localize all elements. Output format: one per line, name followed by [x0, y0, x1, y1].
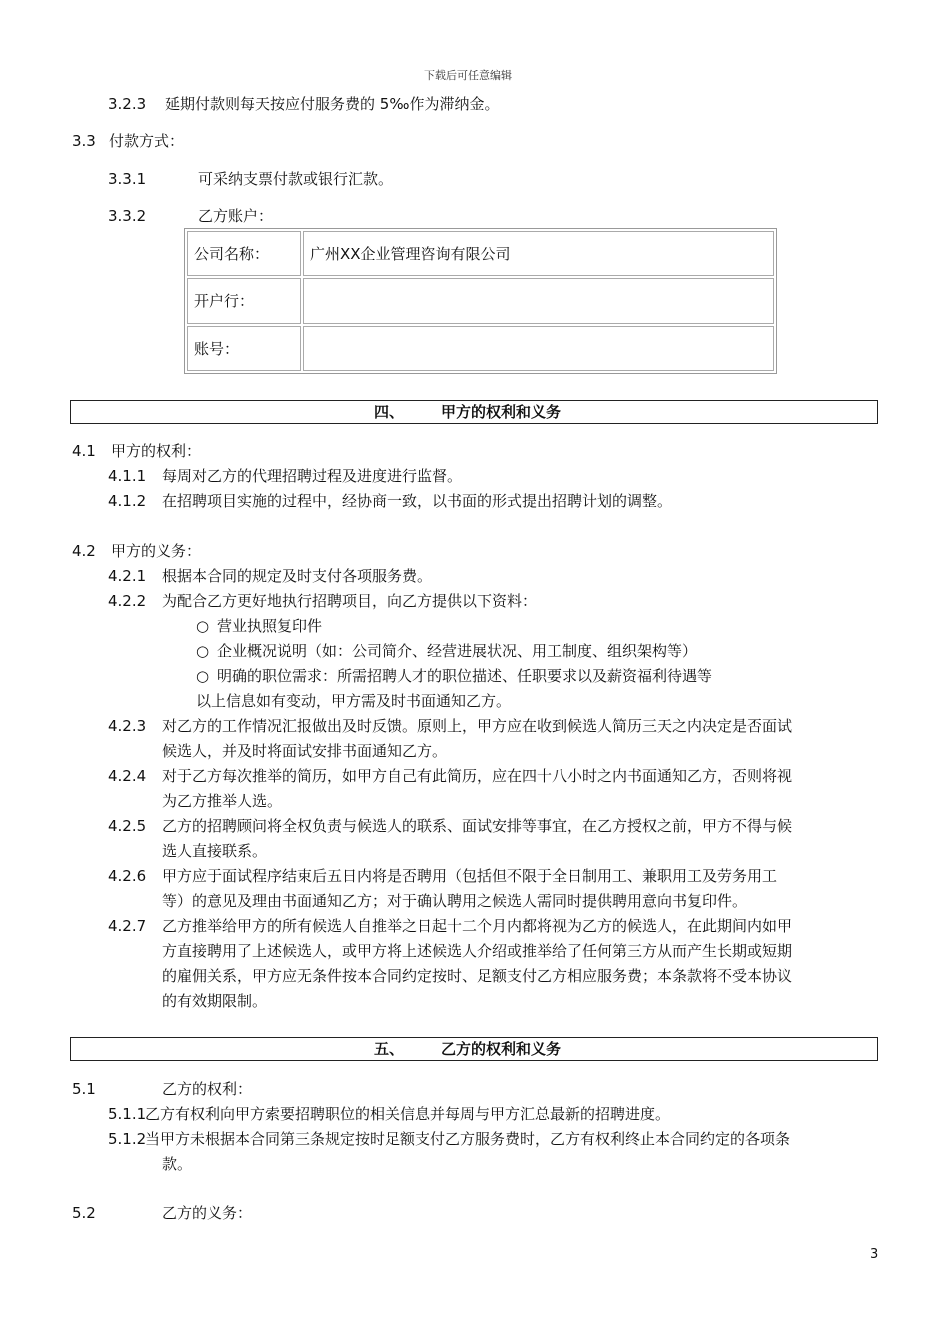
clause-text: 甲方的权利： [111, 442, 202, 460]
clause-text: 付款方式： [109, 132, 185, 150]
table-row [187, 231, 774, 276]
clause-line: 乙方的招聘顾问将全权负责与候选人的联系、面试安排等事宜，在乙方授权之前，甲方不得与候 [162, 817, 793, 835]
table-row [187, 278, 774, 323]
clause-number: 5.2 [72, 1204, 96, 1222]
clause-number: 4.2.6 [108, 867, 147, 885]
clause-text: 乙方的义务： [162, 1204, 253, 1222]
clause-number: 3.3 [72, 132, 96, 150]
bullet-icon: ○ [196, 617, 210, 635]
clause-line: 等）的意见及理由书面通知乙方；对于确认聘用之候选人需同时提供聘用意向书复印件。 [162, 892, 748, 910]
account-label: 公司名称： [187, 231, 301, 276]
section-title: 甲方的权利和义务 [441, 403, 562, 421]
bullet-icon: ○ [196, 667, 210, 685]
clause-number: 5.1.1 [108, 1105, 147, 1123]
clause-number: 4.2.1 [108, 567, 147, 585]
clause-text: 每周对乙方的代理招聘过程及进度进行监督。 [162, 467, 463, 485]
account-table [184, 228, 777, 374]
clause-line: 为乙方推举人选。 [162, 792, 283, 810]
clause-number: 4.2.3 [108, 717, 147, 735]
page-number: 3 [870, 1247, 879, 1262]
clause-number: 4.2.5 [108, 817, 147, 835]
clause-line: 款。 [162, 1155, 193, 1173]
list-item: 营业执照复印件 [217, 617, 323, 635]
clause-text: 根据本合同的规定及时支付各项服务费。 [162, 567, 433, 585]
section-heading [70, 1037, 878, 1061]
section-title: 乙方的权利和义务 [441, 1040, 562, 1058]
clause-text: 甲方的义务： [111, 542, 202, 560]
clause-number: 4.1.1 [108, 467, 147, 485]
account-label: 开户行： [187, 278, 301, 323]
clause-line: 选人直接联系。 [162, 842, 268, 860]
clause-number: 4.2.2 [108, 592, 147, 610]
clause-number: 5.1.2 [108, 1130, 147, 1148]
clause-line: 对乙方的工作情况汇报做出及时反馈。原则上，甲方应在收到候选人简历三天之内决定是否面试 [162, 717, 793, 735]
clause-number: 3.2.3 [108, 95, 147, 113]
clause-text: 乙方有权利向甲方索要招聘职位的相关信息并每周与甲方汇总最新的招聘进度。 [145, 1105, 671, 1123]
account-label: 账号： [187, 326, 301, 371]
clause-number: 4.2 [72, 542, 96, 560]
header-note: 下载后可任意编辑 [424, 69, 512, 82]
table-row [187, 326, 774, 371]
clause-line: 当甲方未根据本合同第三条规定按时足额支付乙方服务费时，乙方有权利终止本合同约定的各项条 [145, 1130, 791, 1148]
section-heading [70, 400, 878, 424]
section-number: 五、 [374, 1040, 405, 1058]
account-value [303, 278, 774, 323]
clause-text: 在招聘项目实施的过程中，经协商一致，以书面的形式提出招聘计划的调整。 [162, 492, 673, 510]
clause-line: 的雇佣关系，甲方应无条件按本合同约定按时、足额支付乙方相应服务费；本条款将不受本协议 [162, 967, 793, 985]
clause-number: 3.3.1 [108, 170, 147, 188]
clause-number: 5.1 [72, 1080, 96, 1098]
clause-number: 4.2.7 [108, 917, 147, 935]
clause-line: 对于乙方每次推举的简历，如甲方自己有此简历，应在四十八小时之内书面通知乙方，否则将视 [162, 767, 793, 785]
account-value: 广州XX企业管理咨询有限公司 [303, 231, 774, 276]
clause-number: 4.1 [72, 442, 96, 460]
clause-line: 候选人，并及时将面试安排书面通知乙方。 [162, 742, 448, 760]
bullet-icon: ○ [196, 642, 210, 660]
clause-line: 方直接聘用了上述候选人，或甲方将上述候选人介绍或推举给了任何第三方从而产生长期或短期 [162, 942, 793, 960]
clause-line: 乙方推举给甲方的所有候选人自推举之日起十二个月内都将视为乙方的候选人，在此期间内如甲 [162, 917, 793, 935]
list-item: 明确的职位需求：所需招聘人才的职位描述、任职要求以及薪资福利待遇等 [217, 667, 713, 685]
clause-text: 乙方账户： [198, 207, 274, 225]
clause-number: 4.2.4 [108, 767, 147, 785]
clause-text: 延期付款则每天按应付服务费的 5‰作为滞纳金。 [165, 95, 500, 113]
clause-number: 3.3.2 [108, 207, 147, 225]
clause-line: 的有效期限制。 [162, 992, 268, 1010]
section-number: 四、 [374, 403, 405, 421]
account-value [303, 326, 774, 371]
clause-line: 甲方应于面试程序结束后五日内将是否聘用（包括但不限于全日制用工、兼职用工及劳务用工 [162, 867, 778, 885]
clause-text: 为配合乙方更好地执行招聘项目，向乙方提供以下资料： [162, 592, 538, 610]
clause-text: 可采纳支票付款或银行汇款。 [198, 170, 394, 188]
clause-number: 4.1.2 [108, 492, 147, 510]
list-note: 以上信息如有变动，甲方需及时书面通知乙方。 [196, 692, 512, 710]
clause-text: 乙方的权利： [162, 1080, 253, 1098]
list-item: 企业概况说明（如：公司简介、经营进展状况、用工制度、组织架构等） [217, 642, 698, 660]
